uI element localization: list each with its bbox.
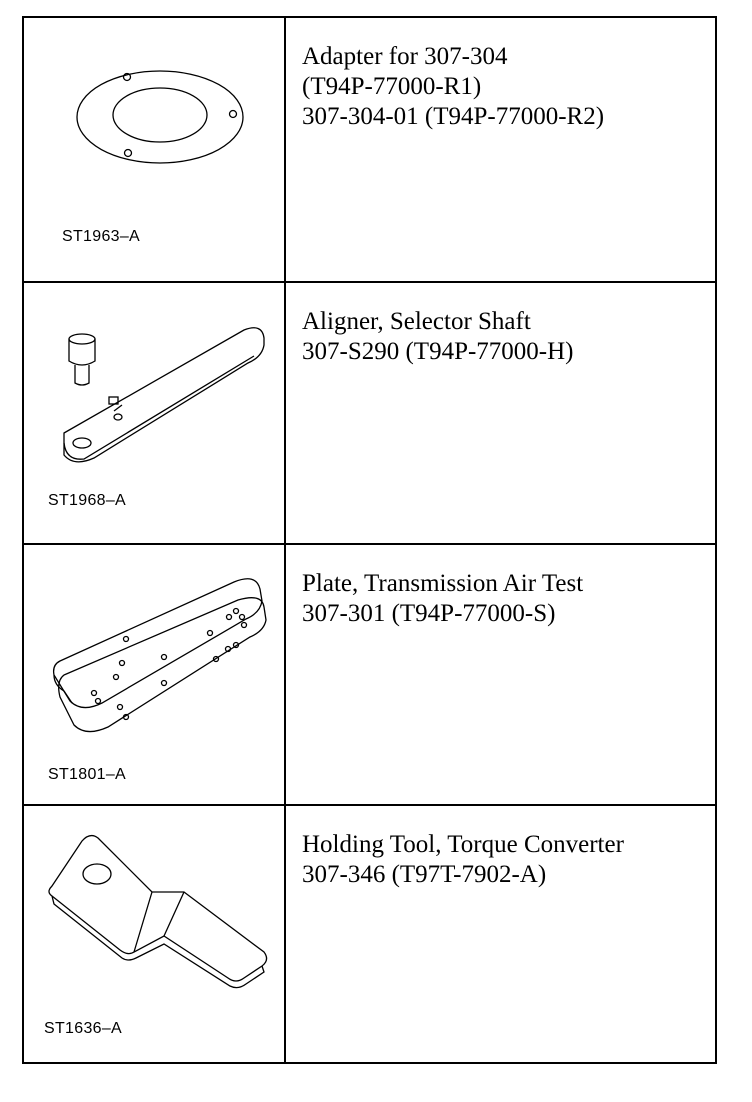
tool-name-line: Holding Tool, Torque Converter bbox=[302, 831, 624, 858]
tool-name-line: Plate, Transmission Air Test bbox=[302, 570, 584, 597]
tool-name-line: Adapter for 307-304 bbox=[302, 43, 508, 70]
tool-name-line: Aligner, Selector Shaft bbox=[302, 308, 531, 335]
figure-code: ST1963–A bbox=[62, 228, 141, 245]
figure-code: ST1801–A bbox=[48, 766, 127, 783]
figure-code: ST1636–A bbox=[44, 1020, 123, 1037]
tool-row-aligner bbox=[24, 283, 715, 545]
tool-number-line: 307-301 (T94P-77000-S) bbox=[302, 600, 556, 627]
tool-number-line: 307-304-01 (T94P-77000-R2) bbox=[302, 103, 605, 130]
tool-description-cell bbox=[286, 283, 715, 543]
tool-number-line: (T94P-77000-R1) bbox=[302, 73, 482, 100]
tool-number-line: 307-S290 (T94P-77000-H) bbox=[302, 338, 574, 365]
tool-illustration-cell bbox=[24, 18, 286, 281]
tool-illustration-cell bbox=[24, 545, 286, 804]
tool-description bbox=[302, 830, 624, 890]
tool-row-test-plate bbox=[24, 545, 715, 806]
tool-row-holding-tool bbox=[24, 806, 715, 1062]
tool-description bbox=[302, 42, 604, 132]
special-tools-table bbox=[22, 16, 717, 1064]
tool-illustration-cell bbox=[24, 806, 286, 1062]
tool-description-cell bbox=[286, 806, 715, 1062]
tool-description bbox=[302, 569, 583, 629]
tool-description-cell bbox=[286, 18, 715, 281]
tool-illustration-cell bbox=[24, 283, 286, 543]
figure-code: ST1968–A bbox=[48, 492, 127, 509]
tool-row-adapter bbox=[24, 18, 715, 283]
tool-description-cell bbox=[286, 545, 715, 804]
tool-number-line: 307-346 (T97T-7902-A) bbox=[302, 861, 547, 888]
tool-description bbox=[302, 307, 574, 367]
